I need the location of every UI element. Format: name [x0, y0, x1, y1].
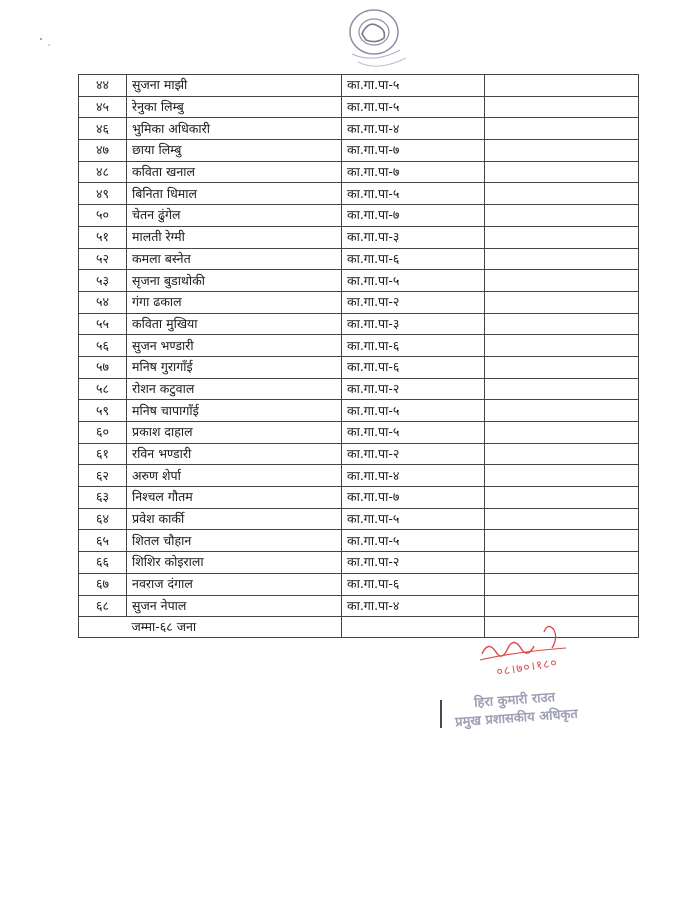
total-address-cell [342, 617, 485, 638]
blank-cell [485, 400, 639, 422]
serial-number: ६६ [79, 552, 127, 574]
address-ward: का.गा.पा-२ [342, 291, 485, 313]
address-ward: का.गा.पा-५ [342, 270, 485, 292]
participant-name: कविता मुखिया [127, 313, 342, 335]
serial-number: ६७ [79, 573, 127, 595]
blank-cell [485, 226, 639, 248]
table-row [79, 465, 639, 487]
serial-number: ५६ [79, 335, 127, 357]
blank-cell [485, 313, 639, 335]
participant-name: मालती रेग्मी [127, 226, 342, 248]
blank-cell [485, 508, 639, 530]
address-ward: का.गा.पा-६ [342, 335, 485, 357]
table-row [79, 183, 639, 205]
serial-number: ६३ [79, 487, 127, 509]
address-ward: का.गा.पा-४ [342, 465, 485, 487]
table-row [79, 422, 639, 444]
scan-speck [38, 36, 54, 52]
signature-date: ०८।७०।१८० [495, 655, 559, 679]
address-ward: का.गा.पा-५ [342, 75, 485, 97]
participant-name: सुजन भण्डारी [127, 335, 342, 357]
address-ward: का.गा.पा-५ [342, 96, 485, 118]
table-row [79, 400, 639, 422]
address-ward: का.गा.पा-६ [342, 356, 485, 378]
blank-cell [485, 595, 639, 617]
table-row [79, 96, 639, 118]
table-row [79, 378, 639, 400]
serial-number: ४४ [79, 75, 127, 97]
blank-cell [485, 270, 639, 292]
table-row [79, 335, 639, 357]
participant-name: नवराज दंगाल [127, 573, 342, 595]
table-row [79, 552, 639, 574]
serial-number: ५१ [79, 226, 127, 248]
serial-number: ५५ [79, 313, 127, 335]
address-ward: का.गा.पा-३ [342, 226, 485, 248]
address-ward: का.गा.पा-६ [342, 573, 485, 595]
participant-name: बिनिता धिमाल [127, 183, 342, 205]
table-row [79, 161, 639, 183]
participant-name: प्रकाश दाहाल [127, 422, 342, 444]
serial-number: ५० [79, 205, 127, 227]
blank-cell [485, 356, 639, 378]
blank-cell [485, 118, 639, 140]
total-sn-cell [79, 617, 127, 638]
participant-name: चेतन ढुंगेल [127, 205, 342, 227]
address-ward: का.गा.पा-३ [342, 313, 485, 335]
address-ward: का.गा.पा-७ [342, 487, 485, 509]
serial-number: ६२ [79, 465, 127, 487]
participant-name: प्रवेश कार्की [127, 508, 342, 530]
participant-name: अरुण शेर्पा [127, 465, 342, 487]
blank-cell [485, 530, 639, 552]
table-row [79, 443, 639, 465]
office-seal-stamp [338, 4, 416, 76]
address-ward: का.गा.पा-५ [342, 530, 485, 552]
blank-cell [485, 443, 639, 465]
address-ward: का.गा.पा-५ [342, 183, 485, 205]
table-row [79, 595, 639, 617]
blank-cell [485, 552, 639, 574]
table-row [79, 291, 639, 313]
participant-name: सृजना बुडाथोकी [127, 270, 342, 292]
address-ward: का.गा.पा-४ [342, 118, 485, 140]
total-label: जम्मा-६८ जना [127, 617, 342, 638]
participant-name: सुजना माझी [127, 75, 342, 97]
participant-list-table [78, 74, 639, 638]
address-ward: का.गा.पा-२ [342, 552, 485, 574]
serial-number: ५४ [79, 291, 127, 313]
stamp-mark [440, 700, 442, 728]
table-row [79, 487, 639, 509]
blank-cell [485, 161, 639, 183]
serial-number: ४९ [79, 183, 127, 205]
blank-cell [485, 378, 639, 400]
participant-name: कविता खनाल [127, 161, 342, 183]
participant-name: रेनुका लिम्बु [127, 96, 342, 118]
participant-name: गंगा ढकाल [127, 291, 342, 313]
participant-name: छाया लिम्बु [127, 140, 342, 162]
serial-number: ६० [79, 422, 127, 444]
address-ward: का.गा.पा-२ [342, 378, 485, 400]
serial-number: ४५ [79, 96, 127, 118]
table-row [79, 270, 639, 292]
table-row [79, 248, 639, 270]
blank-cell [485, 248, 639, 270]
serial-number: ४७ [79, 140, 127, 162]
address-ward: का.गा.पा-५ [342, 508, 485, 530]
serial-number: ६१ [79, 443, 127, 465]
blank-cell [485, 465, 639, 487]
address-ward: का.गा.पा-५ [342, 422, 485, 444]
table-row [79, 226, 639, 248]
blank-cell [485, 335, 639, 357]
blank-cell [485, 183, 639, 205]
serial-number: ५९ [79, 400, 127, 422]
serial-number: ५७ [79, 356, 127, 378]
table-row [79, 118, 639, 140]
blank-cell [485, 205, 639, 227]
blank-cell [485, 487, 639, 509]
table-row [79, 356, 639, 378]
address-ward: का.गा.पा-७ [342, 161, 485, 183]
blank-cell [485, 75, 639, 97]
table-row [79, 530, 639, 552]
participant-name: रविन भण्डारी [127, 443, 342, 465]
participant-name: शितल चौहान [127, 530, 342, 552]
participant-name: कमला बस्नेत [127, 248, 342, 270]
stamp-officer-name: हिरा कुमारी राउत [473, 690, 556, 711]
serial-number: ५८ [79, 378, 127, 400]
table-row [79, 140, 639, 162]
serial-number: ६८ [79, 595, 127, 617]
table-row [79, 573, 639, 595]
serial-number: ४८ [79, 161, 127, 183]
participant-name: मनिष गुरागाँई [127, 356, 342, 378]
blank-cell [485, 422, 639, 444]
address-ward: का.गा.पा-५ [342, 400, 485, 422]
participant-name: शिशिर कोइराला [127, 552, 342, 574]
serial-number: ५३ [79, 270, 127, 292]
stamp-officer-title: प्रमुख प्रशासकीय अधिकृत [454, 706, 579, 731]
serial-number: ६४ [79, 508, 127, 530]
address-ward: का.गा.पा-७ [342, 140, 485, 162]
participant-rows [79, 75, 639, 617]
address-ward: का.गा.पा-२ [342, 443, 485, 465]
table-row [79, 508, 639, 530]
address-ward: का.गा.पा-४ [342, 595, 485, 617]
table-row [79, 75, 639, 97]
participant-name: मनिष चापागाँई [127, 400, 342, 422]
table-row [79, 205, 639, 227]
address-ward: का.गा.पा-७ [342, 205, 485, 227]
table-row [79, 313, 639, 335]
participant-name: निश्चल गौतम [127, 487, 342, 509]
blank-cell [485, 140, 639, 162]
participant-name: सुजन नेपाल [127, 595, 342, 617]
blank-cell [485, 96, 639, 118]
serial-number: ६५ [79, 530, 127, 552]
participant-name: भुमिका अधिकारी [127, 118, 342, 140]
blank-cell [485, 573, 639, 595]
serial-number: ४६ [79, 118, 127, 140]
participant-name: रोशन कटुवाल [127, 378, 342, 400]
address-ward: का.गा.पा-६ [342, 248, 485, 270]
blank-cell [485, 291, 639, 313]
serial-number: ५२ [79, 248, 127, 270]
